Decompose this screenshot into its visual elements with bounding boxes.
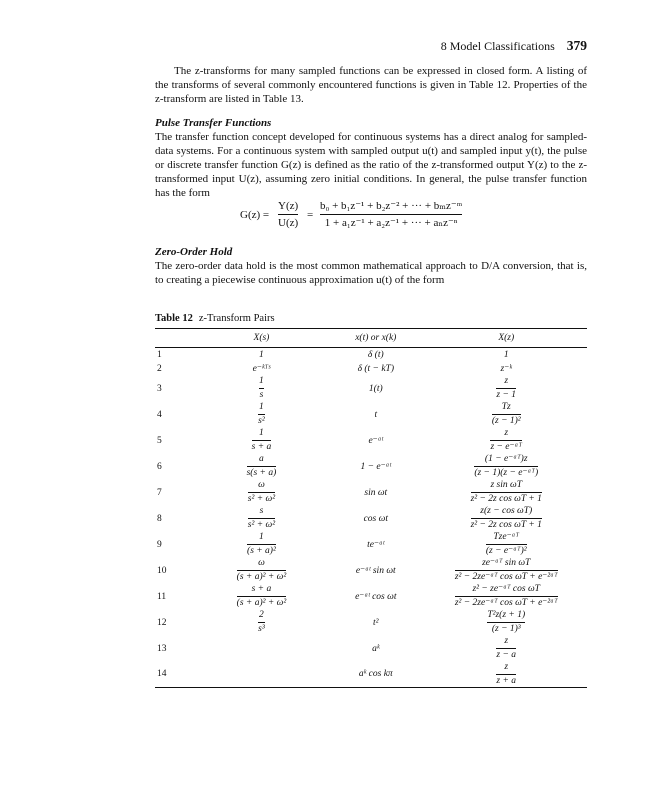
equation-ratio-numerator: Y(z) xyxy=(278,200,299,212)
row-index xyxy=(155,662,197,688)
xt-value: δ (t) xyxy=(367,349,384,360)
xs-fraction xyxy=(237,558,287,583)
table-row xyxy=(155,506,587,532)
xz-fraction-denominator: z² − 2ze⁻ᵃᵀ cos ωT + e⁻²ᵃᵀ xyxy=(454,598,558,608)
xz-fraction xyxy=(471,506,542,531)
xs-fraction xyxy=(247,454,277,479)
cell-xz xyxy=(425,558,587,584)
zoh-paragraph: The zero-order data hold is the most common mathematical approach to D/A conversion, that is, to creating a piecewise continuous approximation u(t) of the form xyxy=(155,260,587,286)
fraction-bar xyxy=(486,544,527,545)
fraction-bar xyxy=(278,214,298,215)
fraction-bar xyxy=(492,414,521,415)
pulse-paragraph: The transfer function concept developed for continuous systems has a direct analog for sampled-data systems. For a continuous system with sampled output u(t) and sampled input y(t), the pulse or discrete transfer function G(z) is defined as the ratio of the z-transformed output Y(z) to the z-transformed input U(z), assuming zero initial conditions. In general, the pulse transfer function has the form xyxy=(155,131,587,199)
table-row xyxy=(155,454,587,480)
row-index xyxy=(155,376,197,402)
header-index xyxy=(155,329,197,348)
row-index-value: 3 xyxy=(157,383,162,394)
cell-xs xyxy=(197,506,326,532)
xz-fraction xyxy=(496,662,516,687)
xz-fraction-numerator: T²z(z + 1) xyxy=(487,610,526,620)
fraction-bar xyxy=(237,596,287,597)
cell-xz xyxy=(425,402,587,428)
xz-fraction-denominator: (z − 1)³ xyxy=(491,624,521,634)
page-number: 379 xyxy=(566,38,587,53)
table-row xyxy=(155,532,587,558)
cell-xs xyxy=(197,428,326,454)
row-index-value: 4 xyxy=(157,409,162,420)
intro-paragraph: The z-transforms for many sampled functions can be expressed in closed form. A listing of the transforms of several commonly encountered functions is given in Table 12. Properties of the z-transform are listed in Table 13. xyxy=(155,65,587,105)
cell-xs xyxy=(197,454,326,480)
cell-xt xyxy=(326,558,425,584)
xz-fraction xyxy=(496,376,516,401)
xz-fraction-denominator: z² − 2z cos ωT + 1 xyxy=(470,494,542,504)
xz-fraction-numerator: z² − ze⁻ᵃᵀ cos ωT xyxy=(472,584,540,594)
fraction-bar xyxy=(248,492,275,493)
xs-fraction xyxy=(237,584,287,609)
xt-value: te⁻ᵃᵗ xyxy=(367,540,385,550)
fraction-bar xyxy=(247,466,277,467)
equation-ratio xyxy=(278,200,298,229)
cell-xz xyxy=(425,362,587,376)
xs-fraction-numerator: a xyxy=(259,454,264,464)
fraction-bar xyxy=(471,492,542,493)
cell-xt xyxy=(326,454,425,480)
zoh-section xyxy=(155,245,587,287)
cell-xt xyxy=(326,480,425,506)
xt-value: t xyxy=(374,409,378,420)
row-index-value: 10 xyxy=(157,565,167,576)
xz-fraction xyxy=(496,636,516,661)
intro-paragraph-block xyxy=(155,64,587,106)
xs-fraction-denominator: s² + ω² xyxy=(247,494,276,504)
cell-xz xyxy=(425,454,587,480)
xz-fraction-numerator: z xyxy=(504,636,509,646)
table-header-row xyxy=(155,329,587,348)
cell-xt xyxy=(326,610,425,636)
xz-fraction-denominator: (z − 1)(z − e⁻ᵃᵀ) xyxy=(474,468,539,478)
fraction-bar xyxy=(496,674,516,675)
pulse-transfer-equation xyxy=(155,198,587,232)
cell-xs xyxy=(197,662,326,688)
table-row xyxy=(155,376,587,402)
row-index-value: 7 xyxy=(157,487,162,498)
cell-xt xyxy=(326,506,425,532)
xs-fraction-numerator: 1 xyxy=(259,532,264,542)
xz-fraction-numerator: z xyxy=(504,428,509,438)
row-index xyxy=(155,558,197,584)
section-title: 8 Model Classifications xyxy=(440,39,555,53)
fraction-bar xyxy=(496,388,516,389)
table-row xyxy=(155,402,587,428)
xz-fraction-numerator: z xyxy=(504,376,509,386)
fraction-bar xyxy=(490,440,522,441)
xz-fraction xyxy=(490,428,522,453)
row-index xyxy=(155,584,197,610)
row-index xyxy=(155,454,197,480)
row-index xyxy=(155,362,197,376)
row-index-value: 12 xyxy=(157,617,167,628)
row-index-value: 2 xyxy=(157,363,162,374)
xs-value: 1 xyxy=(259,349,264,360)
xt-value: e⁻ᵃᵗ xyxy=(368,436,384,446)
table-caption-label: Table 12 xyxy=(155,313,193,324)
cell-xz xyxy=(425,610,587,636)
cell-xz xyxy=(425,532,587,558)
xs-fraction xyxy=(258,610,265,635)
cell-xt xyxy=(326,662,425,688)
cell-xz xyxy=(425,636,587,662)
fraction-bar xyxy=(259,388,264,389)
equation-polynomial-numerator: b₀ + b₁z⁻¹ + b₂z⁻² + ··· + bₘz⁻ᵐ xyxy=(320,200,463,212)
table-row xyxy=(155,610,587,636)
table-row xyxy=(155,362,587,376)
xt-value: 1 − e⁻ᵃᵗ xyxy=(360,462,392,472)
row-index xyxy=(155,428,197,454)
cell-xz xyxy=(425,428,587,454)
cell-xz xyxy=(425,348,587,362)
fraction-bar xyxy=(258,622,265,623)
table-caption-title: z-Transform Pairs xyxy=(198,313,275,324)
table-row xyxy=(155,480,587,506)
xs-fraction-denominator: (s + a)² + ω² xyxy=(236,572,287,582)
equation-equals: = xyxy=(307,209,314,221)
xt-value: δ (t − kT) xyxy=(357,363,394,374)
equation-polynomial-denominator: 1 + a₁z⁻¹ + a₂z⁻¹ + ··· + aₙz⁻ⁿ xyxy=(324,217,458,229)
xz-fraction-denominator: z² − 2z cos ωT + 1 xyxy=(470,520,542,530)
table-body xyxy=(155,348,587,688)
xz-fraction xyxy=(471,480,542,505)
xz-fraction-denominator: (z − e⁻ᵃᵀ)² xyxy=(485,546,527,556)
xt-value: t² xyxy=(373,617,379,628)
cell-xs xyxy=(197,376,326,402)
fraction-bar xyxy=(252,440,272,441)
xs-fraction-denominator: s² + ω² xyxy=(247,520,276,530)
equation-ratio-denominator: U(z) xyxy=(278,217,299,229)
table-row xyxy=(155,558,587,584)
fraction-bar xyxy=(496,648,516,649)
xz-fraction xyxy=(492,402,521,427)
xz-fraction-numerator: z xyxy=(504,661,509,672)
fraction-bar xyxy=(455,596,558,597)
xs-fraction xyxy=(252,428,272,453)
cell-xs xyxy=(197,636,326,662)
xz-fraction xyxy=(487,610,525,635)
cell-xs xyxy=(197,480,326,506)
equation-lhs: G(z) = xyxy=(240,209,270,221)
xs-fraction xyxy=(248,506,275,531)
xz-fraction-numerator: Tz xyxy=(501,402,511,412)
xz-fraction-denominator: z − a xyxy=(496,650,517,660)
table-row xyxy=(155,636,587,662)
cell-xt xyxy=(326,402,425,428)
xz-fraction-denominator: z² − 2ze⁻ᵃᵀ cos ωT + e⁻²ᵃᵀ xyxy=(454,572,558,582)
xs-fraction-numerator: 2 xyxy=(259,610,264,620)
cell-xs xyxy=(197,610,326,636)
xz-fraction xyxy=(455,558,558,583)
fraction-bar xyxy=(455,570,558,571)
xt-value: cos ωt xyxy=(363,513,388,524)
xs-fraction-numerator: ω xyxy=(258,480,265,490)
xs-fraction xyxy=(259,376,264,401)
row-index xyxy=(155,402,197,428)
fraction-bar xyxy=(471,518,542,519)
cell-xt xyxy=(326,636,425,662)
fraction-bar xyxy=(248,518,275,519)
row-index-value: 8 xyxy=(157,513,162,524)
header-xt: x(t) or x(k) xyxy=(326,329,425,348)
fraction-bar xyxy=(474,466,538,467)
xz-fraction-numerator: z(z − cos ωT) xyxy=(480,506,533,516)
row-index-value: 9 xyxy=(157,539,162,550)
row-index xyxy=(155,480,197,506)
xs-fraction-numerator: s xyxy=(259,506,264,516)
row-index-value: 1 xyxy=(157,349,162,360)
running-header xyxy=(155,38,587,54)
zoh-heading: Zero-Order Hold xyxy=(155,246,233,258)
xz-fraction-numerator: (1 − e⁻ᵃᵀ)z xyxy=(484,454,528,464)
xz-fraction-numerator: ze⁻ᵃᵀ sin ωT xyxy=(482,558,531,568)
xz-fraction xyxy=(455,584,558,609)
xs-fraction-denominator: (s + a)² + ω² xyxy=(236,598,287,608)
row-index xyxy=(155,348,197,362)
xt-value: e⁻ᵃᵗ cos ωt xyxy=(355,592,397,602)
xt-value: 1(t) xyxy=(368,383,383,394)
fraction-bar xyxy=(237,570,287,571)
xz-fraction-numerator: z sin ωT xyxy=(490,480,522,490)
cell-xz xyxy=(425,662,587,688)
fraction-bar xyxy=(320,214,462,215)
cell-xt xyxy=(326,532,425,558)
xs-fraction xyxy=(248,480,275,505)
xz-value: z⁻ᵏ xyxy=(500,364,512,374)
z-transform-table xyxy=(155,328,587,688)
xs-fraction-denominator: s(s + a) xyxy=(246,468,277,478)
header-xz: X(z) xyxy=(425,329,587,348)
cell-xz xyxy=(425,506,587,532)
cell-xt xyxy=(326,362,425,376)
row-index xyxy=(155,532,197,558)
table-row xyxy=(155,584,587,610)
fraction-bar xyxy=(247,544,276,545)
xz-fraction xyxy=(486,532,527,557)
xz-fraction-numerator: Tze⁻ᵃᵀ xyxy=(493,532,520,542)
xs-fraction-denominator: s³ xyxy=(258,624,265,634)
xz-fraction xyxy=(474,454,538,479)
equation-polynomial-ratio xyxy=(320,200,462,229)
xz-fraction-denominator: (z − 1)² xyxy=(491,416,521,426)
cell-xs xyxy=(197,584,326,610)
cell-xt xyxy=(326,348,425,362)
pulse-heading: Pulse Transfer Functions xyxy=(155,117,272,129)
cell-xt xyxy=(326,376,425,402)
fraction-bar xyxy=(258,414,265,415)
cell-xt xyxy=(326,584,425,610)
xt-value: e⁻ᵃᵗ sin ωt xyxy=(355,566,396,576)
xs-fraction-numerator: 1 xyxy=(259,428,264,438)
table-row xyxy=(155,428,587,454)
xs-fraction-numerator: ω xyxy=(258,558,265,568)
table-caption xyxy=(155,313,275,324)
header-xs: X(s) xyxy=(197,329,326,348)
xs-fraction-numerator: s + a xyxy=(251,584,272,594)
cell-xs xyxy=(197,362,326,376)
xz-fraction-denominator: z + a xyxy=(496,675,517,686)
cell-xs xyxy=(197,402,326,428)
cell-xz xyxy=(425,480,587,506)
xt-value: sin ωt xyxy=(364,487,388,498)
xt-value: aᵏ xyxy=(372,643,380,654)
cell-xz xyxy=(425,376,587,402)
xs-fraction-denominator: s xyxy=(259,390,264,400)
xs-fraction-denominator: (s + a)² xyxy=(247,546,276,556)
table-row xyxy=(155,662,587,688)
xt-value: aᵏ cos kπ xyxy=(358,669,393,680)
xz-fraction-denominator: z − e⁻ᵃᵀ xyxy=(490,442,522,452)
xs-fraction-denominator: s² xyxy=(258,416,265,426)
cell-xs xyxy=(197,558,326,584)
row-index xyxy=(155,506,197,532)
xs-fraction-denominator: s + a xyxy=(251,442,272,452)
row-index-value: 14 xyxy=(157,669,167,680)
xs-fraction-numerator: 1 xyxy=(259,402,264,412)
xz-value: 1 xyxy=(503,349,509,360)
row-index-value: 13 xyxy=(157,643,167,654)
table-row xyxy=(155,348,587,362)
xs-fraction-numerator: 1 xyxy=(259,376,264,386)
xz-fraction-denominator: z − 1 xyxy=(496,390,517,400)
xs-value: e⁻ᵏᵀˢ xyxy=(252,364,271,374)
cell-xs xyxy=(197,348,326,362)
row-index-value: 6 xyxy=(157,461,162,472)
cell-xz xyxy=(425,584,587,610)
pulse-section xyxy=(155,116,587,200)
cell-xt xyxy=(326,428,425,454)
row-index xyxy=(155,636,197,662)
xs-fraction xyxy=(247,532,276,557)
row-index xyxy=(155,610,197,636)
cell-xs xyxy=(197,532,326,558)
xs-fraction xyxy=(258,402,265,427)
fraction-bar xyxy=(487,622,525,623)
row-index-value: 5 xyxy=(157,435,162,446)
row-index-value: 11 xyxy=(157,591,167,602)
